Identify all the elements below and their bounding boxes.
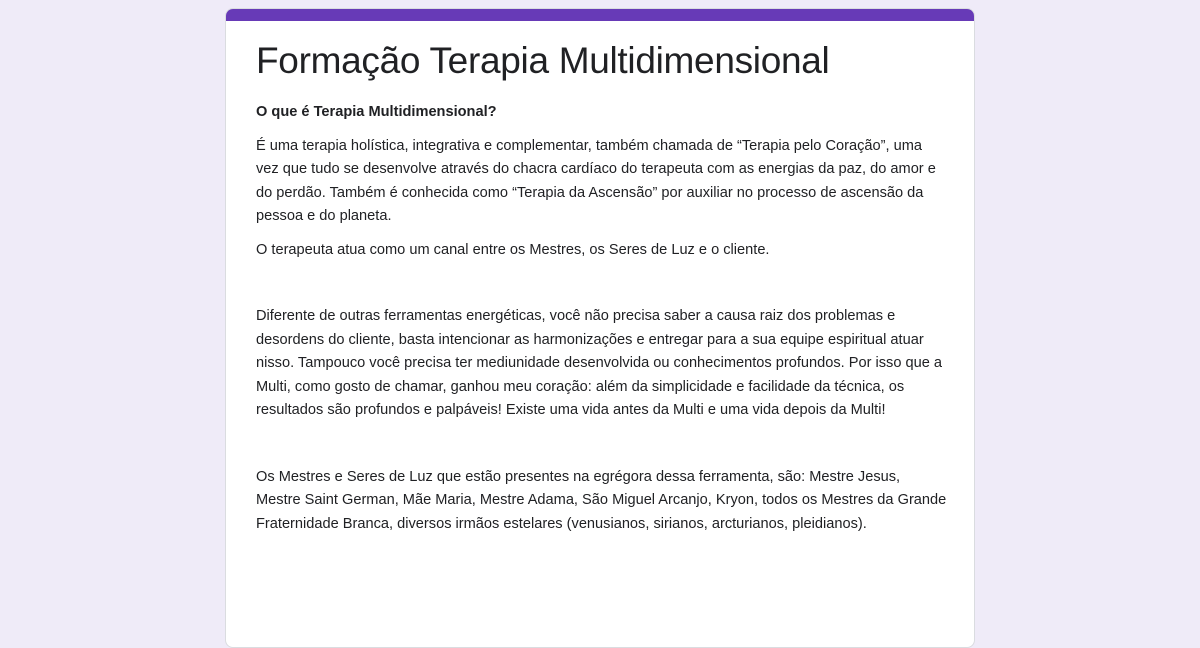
paragraph-spacer	[256, 272, 948, 305]
paragraph-spacer	[256, 433, 948, 466]
description-paragraph-difference: Diferente de outras ferramentas energéticas, você não precisa saber a causa raiz dos problemas e desordens do cliente, basta intencionar as harmonizações e entregar para a sua equipe espiritual atuar nisso. Tampouco você precisa ter mediunidade desenvolvida ou conhecimentos profundos. Por isso que a Multi, como gosto de chamar, ganhou meu coração: além da simplicidade e facilidade da técnica, os resultados são profundos e palpáveis! Existe uma vida antes da Multi e uma vida depois da Multi!	[256, 308, 943, 418]
form-header-card	[225, 8, 975, 648]
form-accent-bar	[226, 9, 974, 21]
form-header-body	[256, 39, 948, 546]
form-title: Formação Terapia Multidimensional	[256, 40, 830, 81]
description-subtitle: O que é Terapia Multidimensional?	[256, 104, 497, 120]
description-paragraph-channel: O terapeuta atua como um canal entre os Mestres, os Seres de Luz e o cliente.	[256, 241, 770, 258]
form-description	[256, 101, 948, 536]
description-paragraph-definition: É uma terapia holística, integrativa e complementar, também chamada de “Terapia pelo Coração”, uma vez que tudo se desenvolve através do chacra cardíaco do terapeuta com as energias da paz, do amor e do perdão. Também é conhecida como “Terapia da Ascensão” por auxiliar no processo de ascensão da pessoa e do planeta.	[256, 137, 936, 224]
description-paragraph-masters: Os Mestres e Seres de Luz que estão presentes na egrégora dessa ferramenta, são: Mestre Jesus, Mestre Saint German, Mãe Maria, Mestre Adama, São Miguel Arcanjo, Kryon, todos os Mestres da Grande Fraternidade Branca, diversos irmãos estelares (venusianos, sirianos, arcturianos, pleidianos).	[256, 468, 947, 532]
